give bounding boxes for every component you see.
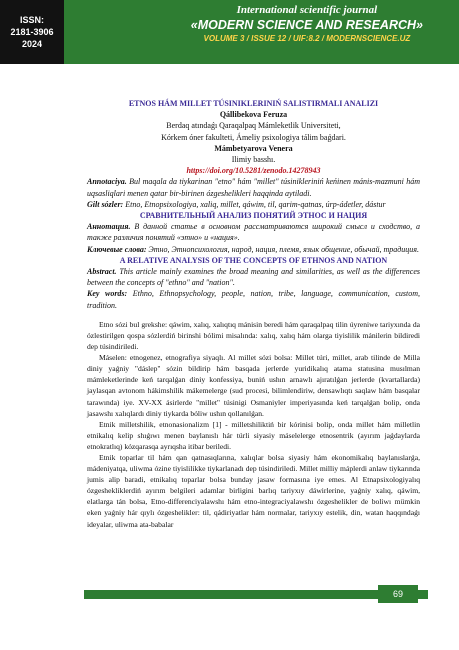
- annotation-kk-label: Annotaciya.: [87, 177, 127, 187]
- title-en: A RELATIVE ANALYSIS OF THE CONCEPTS OF ETHNOS AND NATION: [119, 255, 388, 265]
- affiliation-1b: Kórkem óner fakulteti, Ámeliy psixologiya tálim baǵdari.: [161, 132, 346, 142]
- keywords-ru-text: Этно, Этнопсихология, народ, нация, племя, язык общение, обычай, традиция.: [148, 244, 420, 254]
- abstract-en-label: Abstract.: [87, 267, 117, 277]
- body-paragraph-1: Etno sózi bul grekshe: qáwim, xalıq, xalıqtıq mánisin beredi hám qaraqalpaq tilin úyreniwe tariyxında da ózlestirilgen qospa sózlerdiń birinshi bólimi misalında: xalıq, xalıq hám olarga tiyislilik mánilerin bildiredi dep túsindiriledi.: [87, 319, 420, 352]
- keywords-ru: [87, 244, 420, 255]
- journal-line-3: VOLUME 3 / ISSUE 12 / UIF:8.2 / MODERNSCIENCE.UZ: [203, 34, 411, 43]
- keywords-en-label: Key words:: [87, 289, 128, 299]
- abstract-en: [87, 266, 420, 288]
- body-paragraph-2: Máselen: etnogenez, etnografiya siyaqlı. Al millet sózi bolsa: Millet túri, millet, arab tilinde de Milla diniy yaǵniy "dáslep" sózin bildirip hám basqada jerlerde yuridikalıq atama statusina musılman mámleketlerinde keń tarqalǵan diniy konfessiya, buniń ushın arnawlı ajıratılǵan jerlerde (kvartallarda) jaylasqan avtonom hákimshilik mákemelerge (sud procesi, bilimlendiriw, densawlıqtı saqlaw hám basqalar tarawında) iye. XV-XX ásirlerde "millet" túsinigi Osmaniyler imperiyasında keń tarqalǵan bolip, onda jasawshı xalıqlardı diniy tiykarda bóliw ushın qollanılǵan.: [87, 353, 420, 418]
- footer-bar: [84, 590, 428, 599]
- annotation-kk-text: Bul maqala da tiykarinan "etno" hám "millet" túsinikleriniń keńinen mánis-mazmuni hám uqsasliqlari menen qatar bir-birinen ózgeshelikleri haqqinda aytiladi.: [87, 177, 421, 198]
- journal-title: [191, 3, 423, 45]
- annotation-ru: [87, 221, 420, 243]
- page-number: 69: [378, 585, 418, 603]
- author-2: Mámbetyarova Venera: [214, 143, 293, 153]
- affiliation-1a: Berdaq atındaǵı Qaraqalpaq Mámleketlik Universiteti,: [166, 121, 341, 131]
- keywords-en-text: Ethno, Ethnopsychology, people, nation, tribe, language, communication, custom, tradition.: [87, 289, 420, 310]
- annotation-kk: [87, 176, 420, 198]
- keywords-kk-label: Gilt sózler:: [87, 199, 124, 209]
- keywords-kk-text: Etno, Etnopsixologiya, xaliq, millet, qáwim, til, qarim-qatnas, úrp-ádetler, dástur: [125, 199, 386, 209]
- issn-number: 2181-3906: [10, 27, 54, 37]
- affiliation-2: Ilimiy basshı.: [231, 155, 276, 165]
- doi-link[interactable]: https://doi.org/10.5281/zenodo.14278943: [186, 166, 321, 176]
- title-ru: СРАВНИТЕЛЬНЫЙ АНАЛИЗ ПОНЯТИЙ ЭТНОС И НАЦИЯ: [139, 211, 368, 221]
- journal-line-1: International scientific journal: [236, 4, 378, 16]
- keywords-kk: [87, 199, 420, 210]
- body-paragraph-3: Etnik milletshilik, etnonasionalizm [1] - milletshiliktiń bir kórinisi bolip, onda millet hám milletlin etnikalıq kelip shıǵıwı menen baylanıslı hár túrli siyasiy máselelerge etnosentrik (ayırım jaǵdaylarda etnokratlıq) kózqarasqa ayrıqsha itibar beriledi.: [87, 419, 420, 451]
- body-text: [87, 319, 420, 530]
- article-content: [87, 98, 420, 530]
- issn-badge: [0, 0, 64, 64]
- keywords-en: [87, 288, 420, 310]
- abstract-en-text: This article mainly examines the broad meaning and similarities, as well as the differences between the concepts of "ethno" and "nation".: [87, 267, 421, 288]
- annotation-ru-label: Аннотация.: [87, 222, 131, 232]
- journal-line-2: «MODERN SCIENCE AND RESEARCH»: [190, 18, 423, 32]
- keywords-ru-label: Ключевые слова:: [87, 244, 147, 254]
- body-paragraph-4: Etnik toparlar til hám qan qatnasıqlarına, xalıqlar bolsa siyasiy hám ekonomikalıq baylanıslarǵa, mádeniyatqa, uliwma ózine tiyislilikke tiykarlanadı dep túsindiriledi. Millet milliy máplerdi anlaw tiykarında jumis alip baradi, etnikalıq toparlar bolsa bunday jasaw formasına iye emes. Al Etnapsixologiyalıq ózgeshekliklerdiń ayırım belgileri adamlar birligini barlıq tariyxıy dáwirlerine, yaǵniy xalıq, qáwim, elatlarga tán bolsa, Etno-differenciyalawshı hám etno-integraciyalawshı ózgeshelikler de boliwı mümkin eken yaǵniy hár qıylı ózgeshelikler: til, qádiriyatlar hám normalar, tariyxıy estelik, din, watan haqqındaǵı ideyalar, uliwma ata-babalar: [87, 452, 420, 529]
- issn-year: 2024: [21, 39, 43, 49]
- author-1: Qállibekova Feruza: [219, 110, 288, 120]
- issn-label: ISSN:: [19, 15, 44, 25]
- annotation-ru-text: В данной статье в основном рассматриваются широкий смысл и сходство, а также различия понятий «этно» и «нация».: [87, 222, 420, 243]
- title-kk: ETNOS HÁM MILLET TÚSINIKLERINIŃ SALISTIRMALI ANALIZI: [128, 99, 379, 108]
